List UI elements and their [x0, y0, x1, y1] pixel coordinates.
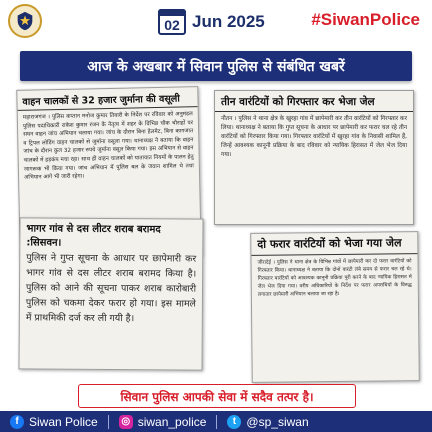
news-clipping-liquor-seized — [18, 217, 203, 370]
divider — [216, 415, 217, 429]
page-title: आज के अखबार में सिवान पुलिस से संबंधित खबरें — [20, 51, 412, 81]
twitter-link[interactable] — [227, 415, 308, 429]
facebook-link[interactable] — [10, 415, 98, 429]
tagline: सिवान पुलिस आपकी सेवा में सदैव तत्पर है। — [78, 384, 356, 408]
header — [0, 0, 432, 44]
clipping-body: नौतन । पुलिस ने थाना क्षेत्र के खुरहा गांव में छापेमारी कर तीन वारंटियों को गिरफ्तार कर लिया। थानाध्यक्ष ने बताया कि गुप्त सूचना के आधार पर छापेमारी कर फरार चल रहे तीन वारंटियों को गिरफ्तार किया गया। गिरफ्तार वारंटियों में खुरहा गांव के निवासी शामिल हैं, जिन्हें आवश्यक कानूनी प्रक्रिया के बाद रविवार को न्यायिक हिरासत में जेल भेज दिया गया। — [221, 116, 407, 158]
news-clipping-three-arrested — [214, 90, 414, 225]
clipping-headline: तीन वारंटियों को गिरफ्तार कर भेजा जेल — [215, 91, 413, 112]
clipping-body: महाराजगंज । पुलिस कप्तान मनोज कुमार तिवारी के निर्देश पर रविवार को अनुमंडल पुलिस पदाधिकारी राकेश कुमार रंजन के नेतृत्व में शहर के विभिन्न चौक चौराहों पर सघन वाहन जांच अभियान चलाया गया। जांच के दौरान बिना हेलमेट, बिना कागजात व ट्रिपल लोडिंग वाहन चालकों से जुर्माना वसूला गया। थानाध्यक्ष ने बताया कि वाहन जांच के दौरान कुल 32 हजार रुपये जुर्माना वसूल किया गया। इस अभियान से वाहन चालकों में हड़कंप मचा रहा। साथ ही वाहन चालकों को यातायात नियमों के पालन हेतु जागरूक भी किया गया। जांच अभियान में पुलिस बल के जवान शामिल थे तथा अभियान आगे भी जारी रहेगा। — [22, 111, 194, 181]
divider — [108, 415, 109, 429]
instagram-link[interactable] — [119, 415, 207, 429]
facebook-icon: f — [10, 415, 24, 429]
news-clipping-two-jailed — [250, 231, 420, 383]
twitter-icon: t — [227, 415, 241, 429]
hashtag[interactable]: #SiwanPolice — [311, 10, 420, 29]
bihar-police-emblem-icon — [8, 4, 42, 38]
social-footer — [0, 411, 432, 432]
instagram-handle: siwan_police — [137, 414, 207, 429]
clipping-headline: भागर गांव से दस लीटर शराब बरामद :सिसवन। — [26, 223, 161, 249]
date-day: 02 — [164, 17, 180, 33]
calendar-icon — [158, 9, 186, 35]
clipping-headline: दो फरार वारंटियों को भेजा गया जेल — [251, 232, 417, 256]
date-month-year: Jun 2025 — [192, 12, 265, 31]
instagram-icon: ◎ — [119, 415, 133, 429]
clipping-body: पुलिस ने गुप्त सूचना के आधार पर छापेमारी कर भागर गांव से दस लीटर शराब बरामद किया है। पुलिस को आने की सूचना पाकर शराब कारोबारी पुलिस को चकमा देकर फरार हो गया। इस मामले में प्राथमिकी दर्ज कर ली गयी है। — [25, 252, 197, 325]
clipping-headline: वाहन चालकों से 32 हजार जुर्माना की वसूली — [17, 87, 197, 111]
facebook-handle: Siwan Police — [29, 414, 98, 429]
twitter-handle: @sp_siwan — [246, 414, 309, 429]
date-display — [158, 8, 265, 36]
clipping-body: जीरादेई । पुलिस ने थाना क्षेत्र के विभिन्न गांवों में छापेमारी कर दो फरार वारंटियों को गिरफ्तार किया। थानाध्यक्ष ने बताया कि दोनों वारंटी लंबे समय से फरार चल रहे थे। गिरफ्तार वारंटियों को आवश्यक कानूनी प्रक्रिया पूरी करने के बाद न्यायिक हिरासत में जेल भेज दिया गया। वरीय अधिकारियों के निर्देश पर फरार अपराधियों के विरुद्ध लगातार छापेमारी अभियान चलाया जा रहा है। — [257, 258, 412, 298]
